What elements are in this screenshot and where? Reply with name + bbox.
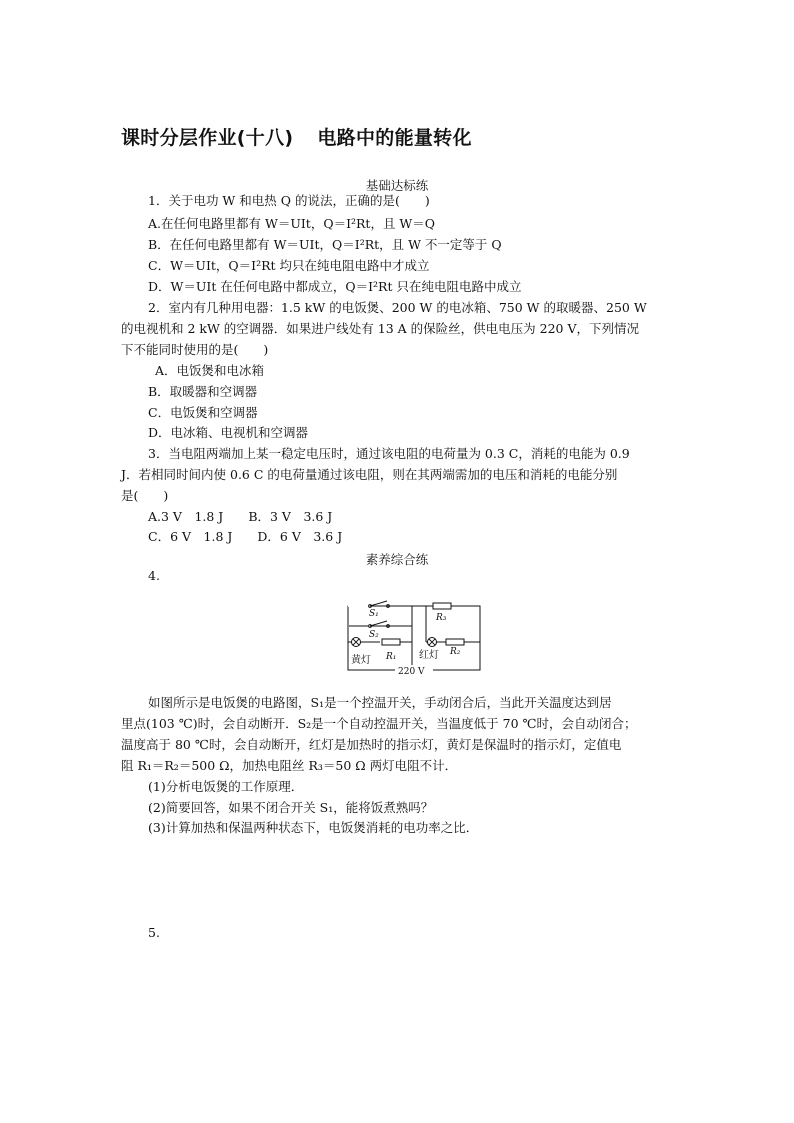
q4-paragraph-line3: 温度高于 80 ℃时，会自动断开，红灯是加热时的指示灯，黄灯是保温时的指示灯，定值电 [121, 737, 622, 752]
q1-option-a: A.在任何电路里都有 W＝UIt，Q＝I²Rt，且 W＝Q [148, 216, 436, 231]
section-basic: 基础达标练 [365, 178, 429, 193]
q2-option-c: C．电饭煲和空调器 [148, 405, 258, 420]
q2-stem-line3: 下不能同时使用的是( ) [121, 342, 269, 357]
label-s2: S₂ [369, 630, 379, 640]
section-comprehensive: 素养综合练 [365, 552, 429, 567]
circuit-diagram [340, 596, 490, 682]
label-r1: R₁ [386, 652, 397, 662]
q3-stem-line2: J．若相同时间内使 0.6 C 的电荷量通过该电阻，则在其两端需加的电压和消耗的电能分别 [121, 467, 618, 482]
q2-stem-line2: 的电视机和 2 kW 的空调器．如果进户线处有 13 A 的保险丝，供电电压为 220 V，下列情况 [121, 321, 639, 336]
label-r3: R₃ [436, 613, 447, 623]
label-voltage: 220 V [398, 667, 425, 677]
title-main: 课时分层作业(十八) [121, 127, 294, 149]
q4-number: 4. [148, 568, 160, 583]
q2-option-d: D．电冰箱、电视机和空调器 [148, 425, 309, 440]
label-s1: S₁ [369, 609, 379, 619]
q1-stem: 1．关于电功 W 和电热 Q 的说法，正确的是( ) [148, 193, 430, 208]
title-sub: 电路中的能量转化 [317, 127, 472, 149]
q3-options-ab: A.3 V 1.8 J B．3 V 3.6 J [148, 509, 333, 524]
label-r2: R₂ [450, 647, 461, 657]
q3-stem-line3: 是( ) [121, 488, 169, 503]
q4-subquestion-2: (2)简要回答，如果不闭合开关 S₁，能将饭煮熟吗？ [148, 800, 434, 815]
q4-paragraph-line1: 如图所示是电饭煲的电路图，S₁是一个控温开关，手动闭合后，当此开关温度达到居 [148, 695, 612, 710]
q5-number: 5. [148, 925, 160, 940]
q2-stem-line1: 2．室内有几种用电器：1.5 kW 的电饭煲、200 W 的电冰箱、750 W 的取暖器、250 W [148, 300, 647, 315]
q2-option-a: A．电饭煲和电冰箱 [155, 363, 265, 378]
q1-option-b: B．在任何电路里都有 W＝UIt，Q＝I²Rt，且 W 不一定等于 Q [148, 237, 502, 252]
label-red-lamp: 红灯 [419, 650, 439, 661]
q1-option-d: D．W＝UIt 在任何电路中都成立，Q＝I²Rt 只在纯电阻电路中成立 [148, 279, 522, 294]
label-yellow-lamp: 黄灯 [351, 655, 371, 666]
page-title [121, 123, 472, 150]
q1-option-c: C．W＝UIt，Q＝I²Rt 均只在纯电阻电路中才成立 [148, 258, 430, 273]
q3-stem-line1: 3．当电阻两端加上某一稳定电压时，通过该电阻的电荷量为 0.3 C，消耗的电能为 0.9 [148, 446, 630, 461]
q4-subquestion-1: (1)分析电饭煲的工作原理． [148, 779, 304, 794]
q3-options-cd: C．6 V 1.8 J D．6 V 3.6 J [148, 529, 343, 544]
q4-paragraph-line4: 阻 R₁＝R₂＝500 Ω，加热电阻丝 R₃＝50 Ω 两灯电阻不计． [121, 758, 458, 773]
q4-paragraph-line2: 里点(103 ℃)时，会自动断开．S₂是一个自动控温开关，当温度低于 70 ℃时，会自动闭合； [121, 716, 637, 731]
q2-option-b: B．取暖器和空调器 [148, 384, 258, 399]
q4-subquestion-3: (3)计算加热和保温两种状态下，电饭煲消耗的电功率之比． [148, 820, 479, 835]
